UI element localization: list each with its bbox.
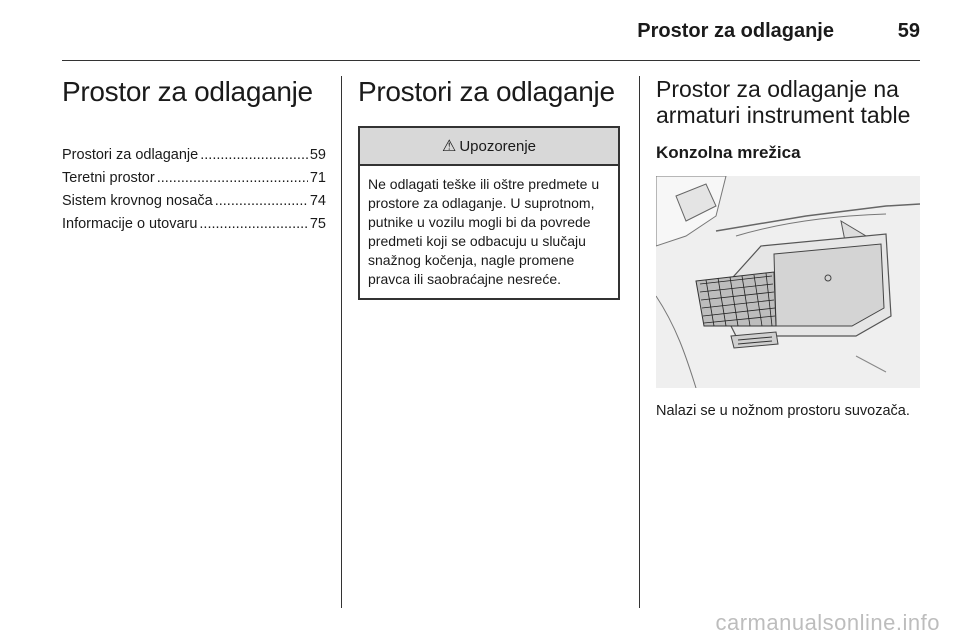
running-header-title: Prostor za odlaganje — [637, 20, 834, 42]
warning-box — [358, 126, 620, 300]
page-number: 59 — [897, 20, 920, 42]
warning-header — [360, 128, 618, 166]
toc-entry[interactable] — [62, 167, 326, 190]
chapter-title: Prostor za odlaganje — [62, 76, 313, 107]
toc-label: Prostori za odlaganje — [62, 147, 199, 163]
toc-leader — [157, 167, 308, 190]
toc-leader — [215, 190, 308, 213]
toc-page: 59 — [309, 147, 326, 163]
toc-label: Informacije o utovaru — [62, 216, 198, 232]
column-divider — [341, 76, 342, 608]
instrument-panel-column — [656, 76, 920, 421]
toc-leader — [200, 144, 308, 167]
toc-entry[interactable] — [62, 190, 326, 213]
column-divider — [639, 76, 640, 608]
subsection-title: Konzolna mrežica — [656, 143, 801, 162]
watermark: carmanualsonline.info — [715, 610, 940, 635]
toc-leader — [199, 213, 307, 236]
chapter-column — [62, 76, 326, 236]
warning-text: Ne odlagati teške ili oštre predmete u prostore za odlaganje. U suprotnom, putnike u vozilu mogli bi da povrede predmeti koji se odbacuju u slučaju snažnog kočenja, nagle promene pravca ili saobraćajne nesreće. — [368, 176, 600, 287]
toc-entry[interactable] — [62, 144, 326, 167]
header-rule — [62, 60, 920, 61]
table-of-contents — [62, 144, 326, 236]
storage-column — [358, 76, 622, 300]
toc-page: 75 — [309, 216, 326, 232]
toc-page: 71 — [309, 170, 326, 186]
section-title: Prostori za odlaganje — [358, 76, 615, 107]
warning-triangle-icon: ⚠ — [441, 138, 457, 155]
warning-label: Upozorenje — [459, 137, 537, 155]
section-title: Prostor za odlaganje na armaturi instrument table — [656, 76, 911, 128]
toc-label: Teretni prostor — [62, 170, 155, 186]
caption: Nalazi se u nožnom prostoru suvozača. — [656, 403, 910, 419]
console-net-illustration — [656, 176, 920, 388]
toc-entry[interactable] — [62, 213, 326, 236]
toc-page: 74 — [309, 193, 326, 209]
toc-label: Sistem krovnog nosača — [62, 193, 213, 209]
